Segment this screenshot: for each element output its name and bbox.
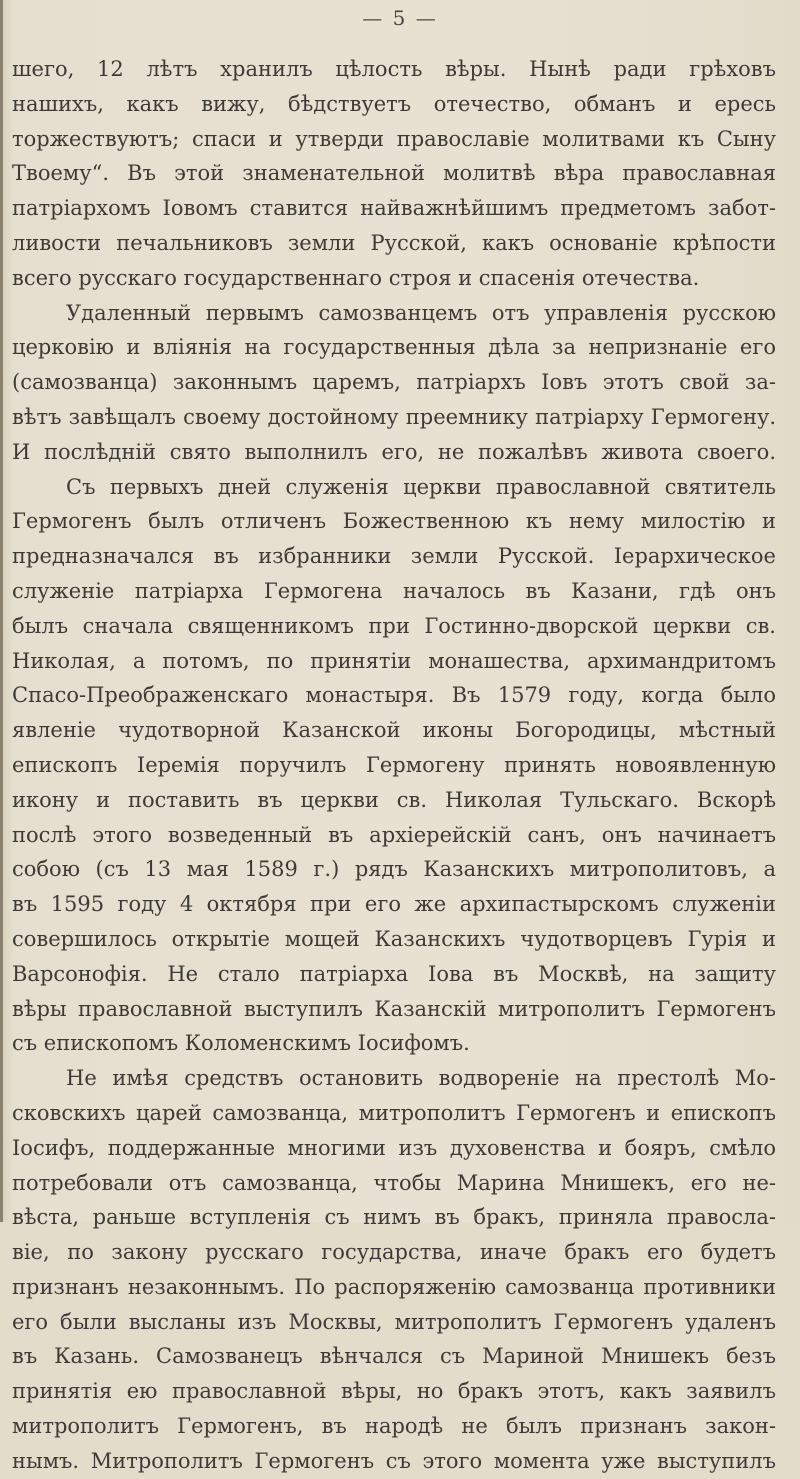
text-line: церковію и вліянія на государственныя дѣла за непризнаніе его [12, 335, 776, 360]
page-number: — 5 — [362, 6, 438, 30]
text-line: собою (съ 13 мая 1589 г.) рядъ Казанскихъ митрополитовъ, а [12, 857, 776, 882]
text-line: явленіе чудотворной Казанской иконы Богородицы, мѣстный [12, 718, 776, 743]
text-line: нымъ. Митрополитъ Гермогенъ съ этого момента уже выступилъ [12, 1448, 776, 1473]
text-line: патріархомъ Іовомъ ставится найважнѣйшимъ предметомъ забот- [12, 196, 776, 221]
text-line: Съ первыхъ дней служенія церкви православной святитель [66, 474, 776, 499]
text-line: И послѣдній свято выполнилъ его, не пожалѣвъ живота своего. [12, 439, 776, 464]
text-line: (самозванца) законнымъ царемъ, патріархъ Іовъ этотъ свой за- [12, 370, 776, 395]
text-line: признанъ незаконнымъ. По распоряженію самозванца противники [12, 1274, 776, 1299]
text-line: всего русскаго государственнаго строя и спасенія отечества. [12, 265, 700, 290]
text-line: икону и поставить въ церкви св. Николая Тульскаго. Вскорѣ [12, 787, 776, 812]
text-line: съ епископомъ Коломенскимъ Іосифомъ. [12, 1031, 470, 1056]
text-line: вѣры православной выступилъ Казанскій митрополитъ Гермогенъ [12, 996, 776, 1021]
text-line: шего, 12 лѣтъ хранилъ цѣлость вѣры. Нынѣ ради грѣховъ [12, 57, 776, 81]
text-line: епископъ Іеремія поручилъ Гермогену принять новоявленную [12, 752, 776, 777]
text-line: Не имѣя средствъ остановить водвореніе на престолѣ Мо- [66, 1066, 776, 1091]
text-line: Гермогенъ былъ отличенъ Божественною къ нему милостію и [12, 509, 776, 534]
text-line: послѣ этого возведенный въ архіерейскій санъ, онъ начинаетъ [12, 822, 776, 847]
text-line: Твоему“. Въ этой знаменательной молитвѣ вѣра православная [12, 161, 776, 186]
text-line: его были высланы изъ Москвы, митрополитъ Гермогенъ удаленъ [12, 1309, 776, 1334]
text-line: вѣста, раньше вступленія съ нимъ въ бракъ, приняла правосла- [12, 1205, 776, 1230]
text-line: былъ сначала священникомъ при Гостинно-дворской церкви св. [12, 613, 776, 638]
text-line: потребовали отъ самозванца, чтобы Марина Мнишекъ, его не- [12, 1170, 776, 1195]
text-line: нашихъ, какъ вижу, бѣдствуетъ отечество, обманъ и ересь [12, 91, 776, 116]
text-line: Іосифъ, поддержанные многими изъ духовенства и бояръ, смѣло [12, 1135, 776, 1160]
body-text [12, 52, 776, 1479]
text-line: Удаленный первымъ самозванцемъ отъ управленія русскою [66, 300, 776, 325]
text-line: вѣтъ завѣщалъ своему достойному преемнику патріарху Гермогену. [12, 404, 776, 429]
text-line: Варсонофія. Не стало патріарха Іова въ Москвѣ, на защиту [12, 961, 776, 986]
text-line: принятія ею православной вѣры, но бракъ этотъ, какъ заявилъ [12, 1379, 776, 1404]
text-line: въ 1595 году 4 октября при его же архипастырскомъ служеніи [12, 892, 776, 917]
text-line: митрополитъ Гермогенъ, въ народѣ не былъ признанъ закон- [12, 1414, 776, 1439]
text-line: предназначался въ избранники земли Русской. Іерархическое [12, 544, 776, 569]
text-line: ливости печальниковъ земли Русской, какъ основаніе крѣпости [12, 230, 776, 255]
text-line: служеніе патріарха Гермогена началось въ Казани, гдѣ онъ [12, 578, 776, 603]
text-line: торжествуютъ; спаси и утверди православіе молитвами къ Сыну [12, 126, 776, 151]
text-line: Спасо-Преображенскаго монастыря. Въ 1579 году, когда было [12, 683, 776, 708]
binding-edge [0, 0, 3, 1222]
text-line: въ Казань. Самозванецъ вѣнчался съ Мариной Мнишекъ безъ [12, 1344, 776, 1369]
text-line: совершилось открытіе мощей Казанскихъ чудотворцевъ Гурія и [12, 926, 776, 951]
text-line: Николая, а потомъ, по принятіи монашества, архимандритомъ [12, 648, 776, 673]
text-line: віе, по закону русскаго государства, иначе бракъ его будетъ [12, 1240, 776, 1265]
text-line: сковскихъ царей самозванца, митрополитъ Гермогенъ и епископъ [12, 1100, 776, 1125]
